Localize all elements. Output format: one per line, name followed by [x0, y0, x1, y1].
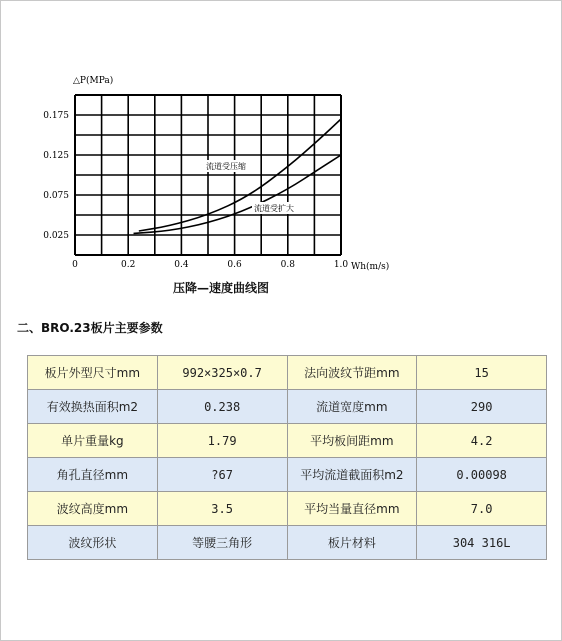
table-row	[28, 458, 547, 492]
param-value: 0.238	[157, 390, 287, 424]
table-row	[28, 526, 547, 560]
chart-svg	[1, 1, 562, 301]
param-value: 1.79	[157, 424, 287, 458]
x-tick-label: 0.8	[280, 260, 295, 270]
param-value: 4.2	[417, 424, 547, 458]
table-row	[28, 356, 547, 390]
param-label: 板片外型尺寸mm	[28, 356, 158, 390]
param-label: 波纹高度mm	[28, 492, 158, 526]
param-label: 平均流道截面积m2	[287, 458, 417, 492]
param-value: 15	[417, 356, 547, 390]
param-value: 3.5	[157, 492, 287, 526]
x-tick-label: 0.2	[121, 260, 136, 270]
pressure-drop-velocity-chart	[1, 1, 562, 301]
param-value: 992×325×0.7	[157, 356, 287, 390]
table-row	[28, 492, 547, 526]
param-label: 平均当量直径mm	[287, 492, 417, 526]
param-label: 法向波纹节距mm	[287, 356, 417, 390]
param-value: 等腰三角形	[157, 526, 287, 560]
param-label: 角孔直径mm	[28, 458, 158, 492]
param-label: 平均板间距mm	[287, 424, 417, 458]
y-tick-label: 0.075	[43, 191, 69, 201]
params-table	[27, 355, 547, 560]
param-value: 0.00098	[417, 458, 547, 492]
x-tick-label: 0	[72, 260, 78, 270]
series-label-1: 流道受压缩	[206, 162, 246, 171]
y-tick-label: 0.125	[43, 151, 69, 161]
param-value: 290	[417, 390, 547, 424]
y-tick-label: 0.175	[43, 111, 69, 121]
param-label: 流道宽度mm	[287, 390, 417, 424]
param-value: ?67	[157, 458, 287, 492]
param-label: 单片重量kg	[28, 424, 158, 458]
param-label: 板片材料	[287, 526, 417, 560]
param-value: 7.0	[417, 492, 547, 526]
x-tick-label: 1.0	[333, 260, 349, 270]
x-axis-label: Wh(m/s)	[351, 262, 390, 272]
chart-caption: 压降—速度曲线图	[172, 281, 269, 295]
section-title: 二、BRO.23板片主要参数	[17, 321, 163, 335]
x-tick-label: 0.4	[174, 260, 189, 270]
series-label-2: 流道受扩大	[254, 204, 294, 213]
x-tick-label: 0.6	[227, 260, 242, 270]
y-tick-label: 0.025	[43, 231, 69, 241]
param-label: 波纹形状	[28, 526, 158, 560]
param-label: 有效换热面积m2	[28, 390, 158, 424]
y-axis-label: △P(MPa)	[73, 76, 114, 86]
param-value: 304 316L	[417, 526, 547, 560]
table-row	[28, 424, 547, 458]
table-row	[28, 390, 547, 424]
